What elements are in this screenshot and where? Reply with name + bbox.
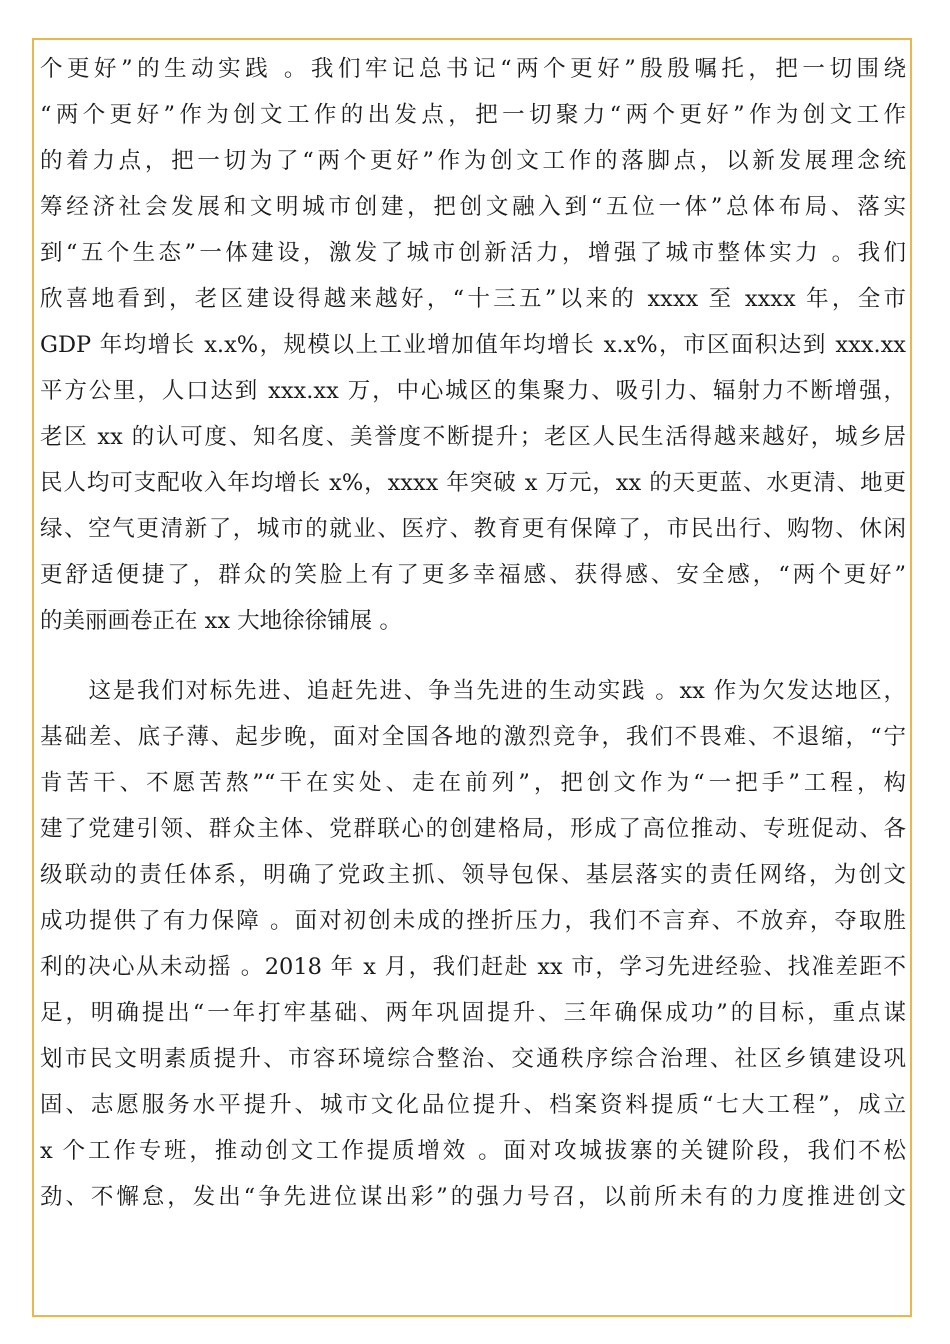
text-line: 的着力点，把一切为了“两个更好”作为创文工作的落脚点，以新发展理念统 xyxy=(40,148,906,174)
text-line: 老区 xx 的认可度、知名度、美誉度不断提升；老区人民生活得越来越好，城乡居 xyxy=(40,424,906,450)
text-line: 民人均可支配收入年均增长 x%，xxxx 年突破 x 万元，xx 的天更蓝、水更清、地更 xyxy=(40,470,906,496)
text-line: 足，明确提出“一年打牢基础、两年巩固提升、三年确保成功”的目标，重点谋 xyxy=(40,1000,906,1026)
text-line: 级联动的责任体系，明确了党政主抓、领导包保、基层落实的责任网络，为创文 xyxy=(40,862,906,888)
text-line: 划市民文明素质提升、市容环境综合整治、交通秩序综合治理、社区乡镇建设巩 xyxy=(40,1046,906,1072)
document-body xyxy=(40,46,906,1220)
text-line: 个更好”的生动实践 。我们牢记总书记“两个更好”殷殷嘱托，把一切围绕 xyxy=(40,56,906,82)
text-line: 劲、不懈怠，发出“争先进位谋出彩”的强力号召，以前所未有的力度推进创文 xyxy=(40,1184,906,1210)
paragraph-spacer xyxy=(40,644,906,668)
text-line: GDP 年均增长 x.x%，规模以上工业增加值年均增长 x.x%，市区面积达到 xxx.xx xyxy=(40,332,906,358)
paragraph-2 xyxy=(40,668,906,1220)
text-line: 固、志愿服务水平提升、城市文化品位提升、档案资料提质“七大工程”，成立 xyxy=(40,1092,906,1118)
text-line: x 个工作专班，推动创文工作提质增效 。面对攻城拔寨的关键阶段，我们不松 xyxy=(40,1138,906,1164)
text-line: 这是我们对标先进、追赶先进、争当先进的生动实践 。xx 作为欠发达地区， xyxy=(40,678,906,704)
text-line: 基础差、底子薄、起步晚，面对全国各地的激烈竞争，我们不畏难、不退缩，“宁 xyxy=(40,724,906,750)
text-line: 肯苦干、不愿苦熬”“干在实处、走在前列”，把创文作为“一把手”工程，构 xyxy=(40,770,906,796)
text-line: 利的决心从未动摇 。2018 年 x 月，我们赶赴 xx 市，学习先进经验、找准差距不 xyxy=(40,954,906,980)
text-line: 更舒适便捷了，群众的笑脸上有了更多幸福感、获得感、安全感，“两个更好” xyxy=(40,562,906,588)
text-line: 到“五个生态”一体建设，激发了城市创新活力，增强了城市整体实力 。我们 xyxy=(40,240,906,266)
text-line: 筹经济社会发展和文明城市创建，把创文融入到“五位一体”总体布局、落实 xyxy=(40,194,906,220)
text-line: 建了党建引领、群众主体、党群联心的创建格局，形成了高位推动、专班促动、各 xyxy=(40,816,906,842)
text-line: 的美丽画卷正在 xx 大地徐徐铺展 。 xyxy=(40,608,402,634)
text-line: “两个更好”作为创文工作的出发点，把一切聚力“两个更好”作为创文工作 xyxy=(40,102,906,128)
text-line: 绿、空气更清新了，城市的就业、医疗、教育更有保障了，市民出行、购物、休闲 xyxy=(40,516,906,542)
paragraph-1 xyxy=(40,46,906,644)
text-line: 平方公里，人口达到 xxx.xx 万，中心城区的集聚力、吸引力、辐射力不断增强， xyxy=(40,378,906,404)
text-line: 成功提供了有力保障 。面对初创未成的挫折压力，我们不言弃、不放弃，夺取胜 xyxy=(40,908,906,934)
text-line: 欣喜地看到，老区建设得越来越好，“十三五”以来的 xxxx 至 xxxx 年，全市 xyxy=(40,286,906,312)
